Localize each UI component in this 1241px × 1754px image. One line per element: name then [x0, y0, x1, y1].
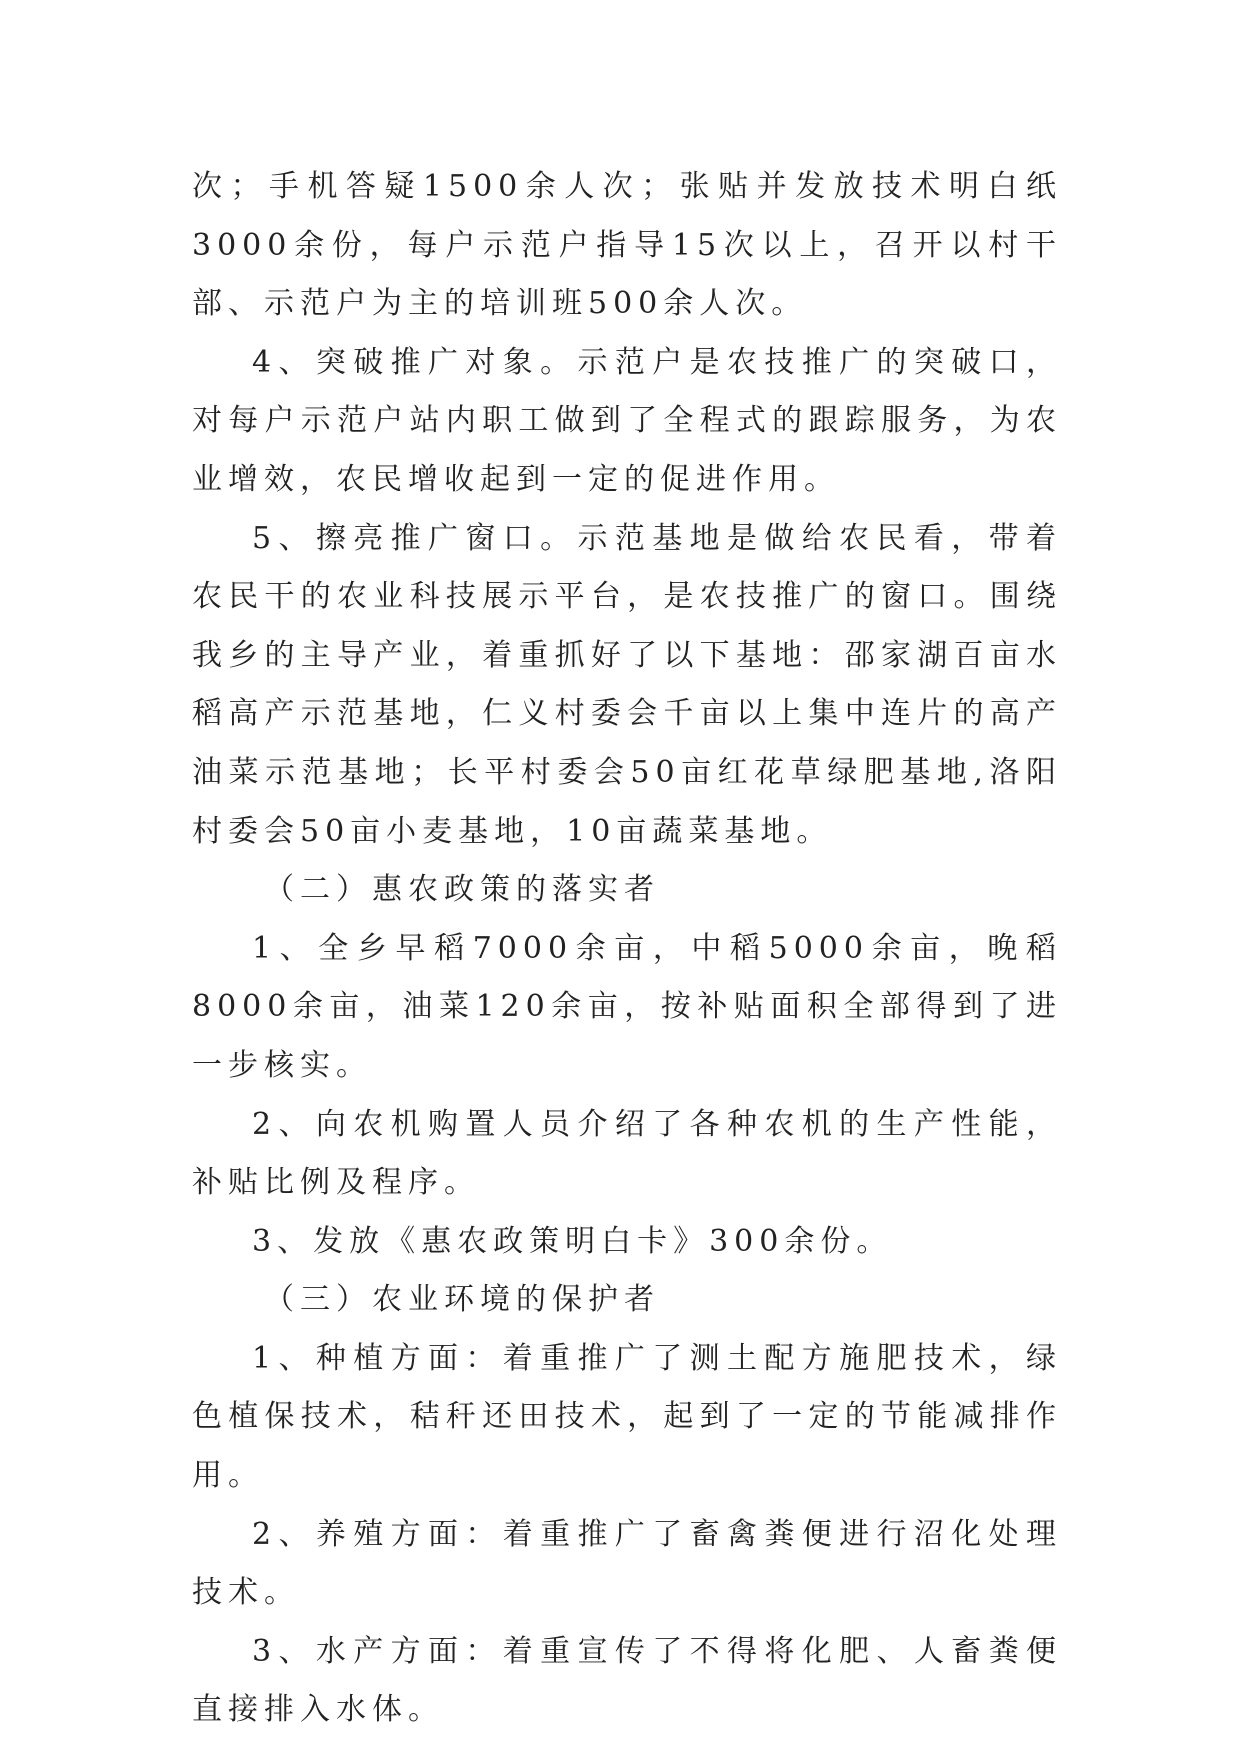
paragraph-continuation: 次；手机答疑1500余人次；张贴并发放技术明白纸3000余份，每户示范户指导15次以上，召开以村干部、示范户为主的培训班500余人次。	[192, 169, 1062, 322]
paragraph-policy-1: 1、全乡早稻7000余亩，中稻5000余亩，晚稻8000余亩，油菜120余亩，按补贴面积全部得到了进一步核实。	[192, 930, 1062, 1083]
document-body	[192, 158, 1062, 1740]
paragraph-env-1: 1、种植方面：着重推广了测土配方施肥技术，绿色植保技术，秸秆还田技术，起到了一定的节能减排作用。	[192, 1340, 1062, 1494]
section-heading-2: （二）惠农政策的落实者	[264, 872, 660, 908]
paragraph-item-4: 4、突破推广对象。示范户是农技推广的突破口，对每户示范户站内职工做到了全程式的跟踪服务，为农业增效，农民增收起到一定的促进作用。	[192, 344, 1062, 497]
paragraph-env-3: 3、水产方面：着重宣传了不得将化肥、人畜粪便直接排入水体。	[192, 1633, 1062, 1728]
paragraph-policy-2: 2、向农机购置人员介绍了各种农机的生产性能，补贴比例及程序。	[192, 1106, 1062, 1201]
paragraph-env-2: 2、养殖方面：着重推广了畜禽粪便进行沼化处理技术。	[192, 1516, 1062, 1611]
paragraph-item-5: 5、擦亮推广窗口。示范基地是做给农民看，带着农民干的农业科技展示平台，是农技推广的窗口。围绕我乡的主导产业，着重抓好了以下基地：邵家湖百亩水稻高产示范基地，仁义村委会千亩以上集中连片的高产油菜示范基地；长平村委会50亩红花草绿肥基地,洛阳村委会50亩小麦基地，10亩蔬菜基地。	[192, 520, 1062, 849]
paragraph-policy-3: 3、发放《惠农政策明白卡》300余份。	[252, 1223, 893, 1259]
section-heading-3: （三）农业环境的保护者	[264, 1282, 660, 1318]
